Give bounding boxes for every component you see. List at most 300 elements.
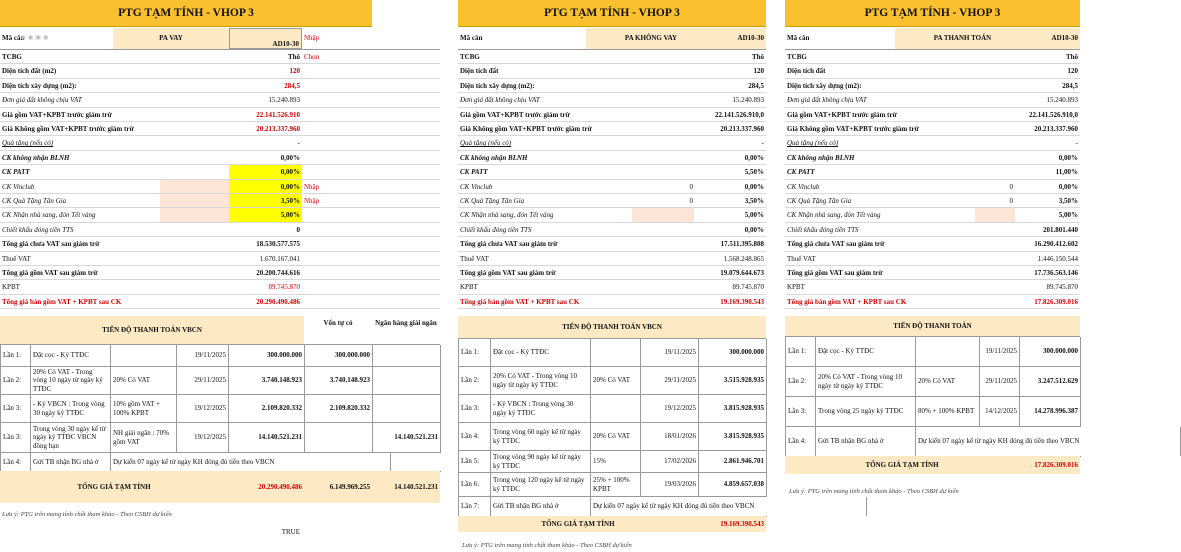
installment-amount: 3.815.928.935 xyxy=(699,395,767,422)
installment-desc: Gửi TB nhận BG nhà ở xyxy=(31,453,111,471)
row-value: 17.736.563.146 xyxy=(1034,269,1078,277)
installment-amount: 300.000.000 xyxy=(1020,337,1081,366)
installment-date: 29/11/2025 xyxy=(641,367,699,394)
row-value[interactable]: 5,00% xyxy=(280,211,300,220)
installment-bank-funds xyxy=(373,395,441,422)
row-label: Diện tích đất xyxy=(787,67,826,76)
summary-row xyxy=(458,223,766,237)
row-value: 15.240.893 xyxy=(268,96,300,105)
summary-row xyxy=(785,136,1080,150)
row-label: CK Quà Tặng Tân Gia xyxy=(787,197,852,205)
installment-date: 19/03/2026 xyxy=(641,473,699,496)
summary-row xyxy=(0,50,440,64)
installment-number: Lần 4: xyxy=(786,427,816,456)
pa-option: PA THANH TOÁN xyxy=(895,28,1030,49)
summary-row xyxy=(0,280,440,294)
row-label: Quà tặng (nếu có) xyxy=(787,139,839,148)
installment-date: 14/12/2025 xyxy=(980,397,1020,426)
unit-code: AD10-30 xyxy=(716,28,766,49)
installment-desc: Trong vòng 60 ngày kể từ ngày ký TTĐC xyxy=(491,423,591,450)
row-value: 17.826.309.016 xyxy=(1034,297,1078,306)
installment-desc: Đặt cọc - Ký TTĐC xyxy=(491,339,591,366)
row-label: Tổng giá bán gồm VAT + KPBT sau CK xyxy=(460,297,580,306)
summary-row xyxy=(458,266,766,280)
summary-row xyxy=(458,93,766,107)
row-label: TCBG xyxy=(2,53,22,61)
row-value: 0,00% xyxy=(1058,153,1078,162)
summary-row xyxy=(0,122,440,136)
installment-own-funds: 300.000.000 xyxy=(305,345,373,366)
installment-number: Lần 2: xyxy=(459,367,491,394)
row-label: KPBT xyxy=(787,283,805,292)
summary-row xyxy=(0,208,440,222)
installment-desc: 20% Có VAT - Trong vòng 10 ngày từ ngày ký TTĐC xyxy=(31,367,111,394)
row-value: 89.745.870 xyxy=(1046,283,1078,292)
header-row xyxy=(458,28,766,50)
unit-code: AD10-30 xyxy=(1030,28,1080,49)
row-value: 1.670.167.041 xyxy=(259,254,300,263)
summary-row xyxy=(785,208,1080,222)
summary-row xyxy=(0,151,440,165)
row-sub-value: 0 xyxy=(689,197,693,205)
summary-row xyxy=(0,180,440,194)
schedule-row xyxy=(1,367,441,395)
row-label: Tổng giá chưa VAT sau giảm trừ xyxy=(2,240,100,249)
summary-row xyxy=(458,136,766,150)
row-label: Tổng giá gồm VAT sau giảm trừ xyxy=(460,269,556,277)
summary-row xyxy=(458,64,766,78)
row-label: CK PATT xyxy=(787,168,815,177)
installment-own-funds: 2.109.820.332 xyxy=(305,395,373,422)
summary-row xyxy=(0,252,440,266)
total-label: TỔNG GIÁ TẠM TÍNH xyxy=(77,483,151,491)
total-bank-funds: 14.140.521.231 xyxy=(394,483,438,491)
installment-rate xyxy=(916,337,980,366)
row-label: Đơn giá đất không chịu VAT xyxy=(2,96,82,105)
row-sub-value: 0 xyxy=(1009,182,1013,191)
row-value: 89.745.870 xyxy=(732,283,764,292)
installment-amount: 4.859.657.038 xyxy=(699,473,767,496)
row-value: 22.141.526.910,0 xyxy=(1029,110,1078,119)
schedule-row xyxy=(1,453,441,472)
installment-amount: 300.000.000 xyxy=(699,339,767,366)
row-value: 20.213.337.960 xyxy=(1034,125,1078,133)
row-value[interactable]: 3,50% xyxy=(280,197,300,205)
total-row xyxy=(0,471,440,503)
schedule-row xyxy=(459,473,767,497)
row-action-hint: Chọn xyxy=(304,53,320,61)
row-label: CK Nhận nhà sang, đón Tết vàng xyxy=(2,211,96,220)
row-label: CK không nhận BLNH xyxy=(460,153,528,162)
row-label: Diện tích xây dựng (m2): xyxy=(787,81,862,90)
row-sub-value: 0 xyxy=(689,182,693,191)
row-label: Giá gồm VAT+KPBT trước giảm trừ xyxy=(2,110,112,119)
schedule-grid xyxy=(0,344,440,471)
row-value: 0,00% xyxy=(1058,182,1078,191)
row-label: Giá Không gồm VAT+KPBT trước giảm trừ xyxy=(460,125,592,133)
row-label: Đơn giá đất không chịu VAT xyxy=(787,96,867,105)
installment-date: 19/11/2025 xyxy=(641,339,699,366)
row-action-hint: Nhập xyxy=(304,197,320,205)
installment-bank-funds xyxy=(373,367,441,394)
total-amount: 19.169.390.543 xyxy=(720,520,764,528)
col-bank-header: Ngân hàng giải ngân xyxy=(375,319,437,327)
summary-row xyxy=(785,237,1080,251)
installment-rate: 15% xyxy=(591,451,641,472)
panel-title: PTG TẠM TÍNH - VHOP 3 xyxy=(458,0,766,27)
summary-row xyxy=(785,50,1080,64)
row-value: 17.511.395.808 xyxy=(720,240,764,249)
row-value: 120 xyxy=(289,67,300,76)
schedule-row xyxy=(459,423,767,451)
row-value: 20.213.337.960 xyxy=(720,125,764,133)
col-own-header: Vốn tự có xyxy=(323,319,353,327)
summary-row xyxy=(458,280,766,294)
installment-bank-funds: 14.140.521.231 xyxy=(373,423,441,452)
summary-row xyxy=(458,180,766,194)
row-value: 20.290.490.486 xyxy=(256,297,300,306)
row-value: 120 xyxy=(753,67,764,76)
summary-row xyxy=(0,136,440,150)
summary-row xyxy=(0,237,440,251)
panel-title: PTG TẠM TÍNH - VHOP 3 xyxy=(785,0,1080,27)
installment-number: Lần 3: xyxy=(1,423,31,452)
installment-number: Lần 1: xyxy=(1,345,31,366)
schedule-grid xyxy=(458,338,766,516)
row-value: 1.568.248.865 xyxy=(723,254,764,263)
row-label: Diện tích đất xyxy=(460,67,499,76)
row-label: CK Quà Tặng Tân Gia xyxy=(460,197,525,205)
row-value: - xyxy=(1075,139,1078,148)
summary-row xyxy=(785,194,1080,208)
ma-can-label: Mã căn xyxy=(2,34,25,42)
header-row xyxy=(0,28,440,50)
installment-desc: 20% Có VAT - Trong vòng 10 ngày từ ngày ký TTĐC xyxy=(491,367,591,394)
row-label: Diện tích xây dựng (m2): xyxy=(460,81,535,90)
row-label: CK Quà Tặng Tân Gia xyxy=(2,197,67,205)
row-label: CK Vinclub xyxy=(2,182,35,191)
installment-rate xyxy=(591,395,641,422)
schedule-row xyxy=(459,497,767,517)
summary-row xyxy=(785,165,1080,179)
row-label: Đơn giá đất không chịu VAT xyxy=(460,96,540,105)
summary-row xyxy=(0,223,440,237)
row-label: Giá gồm VAT+KPBT trước giảm trừ xyxy=(460,110,570,119)
schedule-title: TIẾN ĐỘ THANH TOÁN VBCN xyxy=(0,316,304,344)
row-label: TCBG xyxy=(460,53,480,61)
masked-code: ✱ ✱ ✱ ✱ xyxy=(20,34,49,42)
installment-amount: 2.861.946.701 xyxy=(699,451,767,472)
disclaimer-note: Lưu ý: PTG trên mang tính chất tham khảo - Theo CSBH dự kiến xyxy=(2,511,172,518)
installment-date: 29/11/2025 xyxy=(980,367,1020,396)
row-label: Tổng giá gồm VAT sau giảm trừ xyxy=(787,269,883,277)
summary-row xyxy=(785,252,1080,266)
installment-number: Lần 1: xyxy=(459,339,491,366)
installment-number: Lần 5: xyxy=(459,451,491,472)
row-value: 3,50% xyxy=(1058,197,1078,205)
installment-rate: 10% gồm VAT + 100% KPBT xyxy=(111,395,177,422)
schedule-row xyxy=(459,339,767,367)
panel-pa-khong-vay xyxy=(458,0,766,552)
schedule-row xyxy=(1,423,441,453)
installment-desc: Trong vòng 25 ngày ký TTĐC xyxy=(816,397,916,426)
installment-rate xyxy=(111,345,177,366)
summary-row xyxy=(458,50,766,64)
row-label: Tổng giá bán gồm VAT + KPBT sau CK xyxy=(787,297,907,306)
installment-number: Lần 3: xyxy=(786,397,816,426)
row-value: 15.240.893 xyxy=(732,96,764,105)
row-label: Tổng giá gồm VAT sau giảm trừ xyxy=(2,269,98,277)
row-label: Diện tích xây dựng (m2): xyxy=(2,81,77,90)
row-label: Thuế VAT xyxy=(787,254,816,263)
row-value: Thô xyxy=(1065,53,1078,61)
row-value: 0,00% xyxy=(744,225,764,234)
installment-number: Lần 2: xyxy=(1,367,31,394)
schedule-row xyxy=(1,345,441,367)
row-sub-value: 0 xyxy=(1009,197,1013,205)
installment-rate: NH giải ngân : 70% gồm VAT xyxy=(111,423,177,452)
row-value: 3,50% xyxy=(744,197,764,205)
installment-amount: 3.815.928.935 xyxy=(699,423,767,450)
summary-row xyxy=(0,79,440,93)
summary-row xyxy=(458,108,766,122)
summary-row xyxy=(458,79,766,93)
row-label: Quà tặng (nếu có) xyxy=(460,139,512,148)
installment-bank-funds xyxy=(373,345,441,366)
installment-date: 19/12/2025 xyxy=(641,395,699,422)
installment-rate: 20% Có VAT xyxy=(111,367,177,394)
row-value: 22.141.526.910 xyxy=(256,110,300,119)
ma-can-label: Mã căn xyxy=(787,34,810,42)
installment-number: Lần 3: xyxy=(459,395,491,422)
row-label: Chiết khấu đóng tiền TTS xyxy=(787,225,859,234)
row-value: 11,00% xyxy=(1055,168,1078,177)
summary-row xyxy=(0,64,440,78)
installment-rate: 20% Có VAT xyxy=(591,423,641,450)
row-value: Thô xyxy=(287,53,300,61)
summary-row xyxy=(458,295,766,309)
summary-row xyxy=(785,151,1080,165)
disclaimer-note: Lưu ý: PTG trên mang tính chất tham khảo - Theo CSBH dự kiến xyxy=(462,542,632,549)
total-label: TỔNG GIÁ TẠM TÍNH xyxy=(541,520,615,528)
schedule-row xyxy=(1,395,441,423)
installment-amount: 14.278.996.387 xyxy=(1020,397,1081,426)
row-label: Chiết khấu đóng tiền TTS xyxy=(2,225,74,234)
installment-rate: 25% + 100% KPBT xyxy=(591,473,641,496)
installment-date: 19/12/2025 xyxy=(177,423,229,452)
row-label: CK Nhận nhà sang, đón Tết vàng xyxy=(460,211,554,220)
row-label: Thuế VAT xyxy=(2,254,31,263)
installment-date: 19/11/2025 xyxy=(177,345,229,366)
installment-rate xyxy=(591,339,641,366)
row-label: CK không nhận BLNH xyxy=(787,153,855,162)
installment-date: 19/11/2025 xyxy=(980,337,1020,366)
summary-row xyxy=(0,295,440,309)
row-value: 22.141.526.910,0 xyxy=(715,110,764,119)
row-value: 284,5 xyxy=(284,81,300,90)
installment-rate: 80% + 100% KPBT xyxy=(916,397,980,426)
installment-desc: - Ký VBCN : Trong vòng 30 ngày ký TTĐC xyxy=(491,395,591,422)
ma-can-label: Mã căn xyxy=(460,34,483,42)
summary-row xyxy=(785,64,1080,78)
row-label: CK Vinclub xyxy=(787,182,820,191)
installment-desc: Trong vòng 120 ngày kể từ ngày ký TTĐC xyxy=(491,473,591,496)
installment-note: Dự kiến 07 ngày kể từ ngày KH đóng đủ tiền theo VBCN xyxy=(111,453,391,471)
panel-title: PTG TẠM TÍNH - VHOP 3 xyxy=(0,0,372,27)
disclaimer-note: Lưu ý: PTG trên mang tính chất tham khảo - Theo CSBH dự kiến xyxy=(789,488,959,495)
installment-amount: 3.515.928.935 xyxy=(699,367,767,394)
row-label: TCBG xyxy=(787,53,807,61)
row-label: KPBT xyxy=(2,283,20,292)
total-row xyxy=(458,516,766,532)
summary-row xyxy=(785,223,1080,237)
row-label: CK không nhận BLNH xyxy=(2,153,70,162)
true-flag: TRUE xyxy=(281,528,300,536)
installment-rate: 20% Có VAT xyxy=(591,367,641,394)
row-value: 0,00% xyxy=(744,182,764,191)
installment-desc: - Ký VBCN : Trong vòng 30 ngày ký TTĐC xyxy=(31,395,111,422)
schedule-row xyxy=(786,427,1081,457)
total-row xyxy=(785,456,1080,474)
summary-row xyxy=(0,266,440,280)
installment-number: Lần 1: xyxy=(786,337,816,366)
installment-note: Dự kiến 07 ngày kể từ ngày KH đóng đủ tiền theo VBCN xyxy=(591,497,867,516)
header-row xyxy=(785,28,1080,50)
summary-row xyxy=(0,165,440,179)
row-value: 16.290.412.602 xyxy=(1034,240,1078,249)
installment-own-funds: 3.740.148.923 xyxy=(305,367,373,394)
row-value: 5,00% xyxy=(1058,211,1078,220)
row-value: 1.446.150.544 xyxy=(1037,254,1078,263)
schedule-title: TIẾN ĐỘ THANH TOÁN xyxy=(785,316,1080,336)
panel-pa-vay xyxy=(0,0,440,552)
installment-date: 19/12/2025 xyxy=(177,395,229,422)
installment-desc: Đặt cọc - Ký TTĐC xyxy=(816,337,916,366)
installment-amount: 300.000.000 xyxy=(229,345,305,366)
panel-pa-thanh-toan xyxy=(785,0,1080,552)
installment-amount: 14.140.521.231 xyxy=(229,423,305,452)
summary-row xyxy=(458,208,766,222)
row-label: Diện tích đất (m2) xyxy=(2,67,57,76)
row-label: Giá Không gồm VAT+KPBT trước giảm trừ xyxy=(787,125,919,133)
installment-amount: 2.109.820.332 xyxy=(229,395,305,422)
summary-row xyxy=(785,79,1080,93)
summary-row xyxy=(458,151,766,165)
input-hint: Nhập xyxy=(304,34,320,42)
installment-desc: Đặt cọc - Ký TTĐC xyxy=(31,345,111,366)
total-own-funds: 6.149.969.255 xyxy=(329,483,370,491)
row-value: 284,5 xyxy=(748,81,764,90)
schedule-grid xyxy=(785,336,1080,456)
row-value[interactable]: 0,00% xyxy=(280,168,300,177)
row-label: CK PATT xyxy=(2,168,30,177)
total-amount: 17.826.309.016 xyxy=(1034,461,1078,469)
row-value: 120 xyxy=(1067,67,1078,76)
row-value: 15.240.893 xyxy=(1046,96,1078,105)
row-action-hint: Nhập xyxy=(304,182,320,191)
summary-row xyxy=(458,252,766,266)
installment-number: Lần 6: xyxy=(459,473,491,496)
row-value: 0 xyxy=(296,225,300,234)
row-label: CK Vinclub xyxy=(460,182,493,191)
installment-desc: Gửi TB nhận BG nhà ở xyxy=(491,497,591,516)
row-label: Tổng giá chưa VAT sau giảm trừ xyxy=(460,240,558,249)
row-label: Tổng giá bán gồm VAT + KPBT sau CK xyxy=(2,297,122,306)
row-value: 0,00% xyxy=(280,153,300,162)
row-label: Quà tặng (nếu có) xyxy=(2,139,54,148)
summary-row xyxy=(458,194,766,208)
total-label: TỔNG GIÁ TẠM TÍNH xyxy=(865,461,939,469)
row-label: Giá gồm VAT+KPBT trước giảm trừ xyxy=(787,110,897,119)
installment-number: Lần 4: xyxy=(1,453,31,471)
row-label: CK PATT xyxy=(460,168,488,177)
row-value: 19.169.390.543 xyxy=(720,297,764,306)
installment-amount: 3.247.512.629 xyxy=(1020,367,1081,396)
summary-row xyxy=(785,122,1080,136)
row-label: Tổng giá chưa VAT sau giảm trừ xyxy=(787,240,885,249)
pa-option: PA VAY xyxy=(113,28,229,49)
installment-date: 17/02/2026 xyxy=(641,451,699,472)
installment-note: Dự kiến 07 ngày kể từ ngày KH đóng đủ tiền theo VBCN xyxy=(916,427,1181,456)
row-value: 89.745.870 xyxy=(268,283,300,292)
schedule-row xyxy=(786,337,1081,367)
schedule-row xyxy=(786,367,1081,397)
row-value: 5,00% xyxy=(744,211,764,220)
schedule-row xyxy=(786,397,1081,427)
installment-number: Lần 4: xyxy=(459,423,491,450)
installment-amount: 3.740.148.923 xyxy=(229,367,305,394)
row-value: 284,5 xyxy=(1062,81,1078,90)
installment-number: Lần 3: xyxy=(1,395,31,422)
installment-date: 29/11/2025 xyxy=(177,367,229,394)
installment-number: Lần 7: xyxy=(459,497,491,516)
unit-code-input[interactable]: AD10-30 xyxy=(229,28,302,49)
row-value: 0,00% xyxy=(744,153,764,162)
installment-own-funds xyxy=(305,423,373,452)
summary-row xyxy=(458,237,766,251)
installment-rate: 20% Có VAT xyxy=(916,367,980,396)
row-value: 201.801.440 xyxy=(1043,225,1078,234)
row-value: 5,50% xyxy=(744,168,764,177)
row-label: Chiết khấu đóng tiền TTS xyxy=(460,225,532,234)
installment-date: 18/01/2026 xyxy=(641,423,699,450)
row-value: Thô xyxy=(751,53,764,61)
row-value: 18.530.577.575 xyxy=(256,240,300,249)
summary-row xyxy=(785,93,1080,107)
installment-desc: 20% Có VAT - Trong vòng 10 ngày từ ngày ký TTĐC xyxy=(816,367,916,396)
schedule-row xyxy=(459,395,767,423)
summary-row xyxy=(785,180,1080,194)
summary-row xyxy=(785,295,1080,309)
summary-row xyxy=(785,108,1080,122)
row-value[interactable]: 0,00% xyxy=(280,182,300,191)
summary-row xyxy=(785,266,1080,280)
row-label: CK Nhận nhà sang, đón Tết vàng xyxy=(787,211,881,220)
installment-number: Lần 2: xyxy=(786,367,816,396)
installment-desc: Gửi TB nhận BG nhà ở xyxy=(816,427,916,456)
schedule-row xyxy=(459,367,767,395)
installment-desc: Trong vòng 30 ngày kể từ ngày ký TTĐC VBCN đồng hạn xyxy=(31,423,111,452)
row-value: 19.079.644.673 xyxy=(720,269,764,277)
summary-row xyxy=(0,194,440,208)
total-amount: 20.290.490.486 xyxy=(258,483,302,491)
schedule-row xyxy=(459,451,767,473)
summary-row xyxy=(785,280,1080,294)
row-label: KPBT xyxy=(460,283,478,292)
row-value: 20.200.744.616 xyxy=(256,269,300,277)
row-value: 20.213.337.960 xyxy=(256,125,300,133)
summary-row xyxy=(0,93,440,107)
